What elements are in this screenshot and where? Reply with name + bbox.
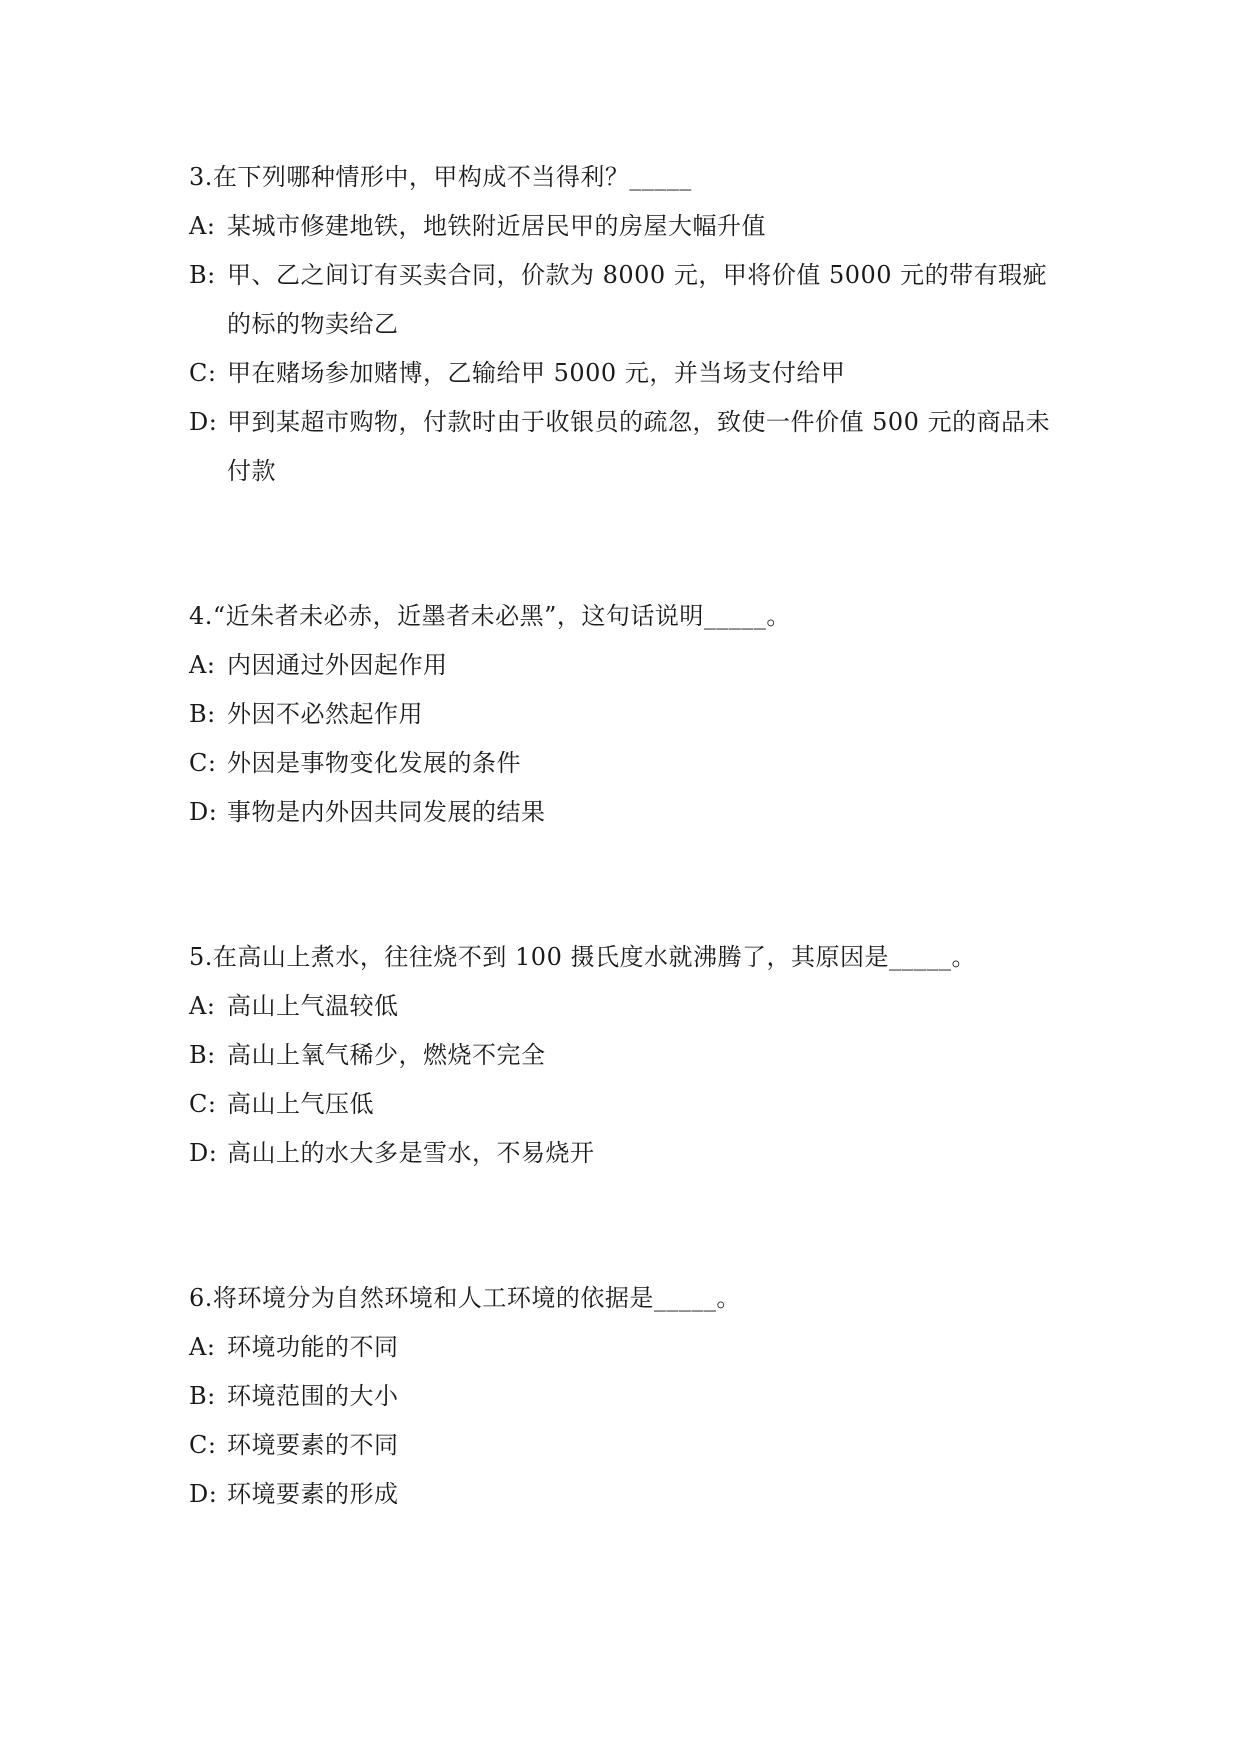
option-text: 环境范围的大小 [227,1382,399,1410]
option-text: 甲到某超市购物，付款时由于收银员的疏忽，致使一件价值 500 元的商品未付款 [227,408,1051,485]
option-a [189,202,1059,251]
option-key: B: [189,1041,216,1069]
option-b [189,690,1059,739]
option-text: 环境要素的形成 [227,1480,399,1508]
option-b [189,1031,1059,1080]
question-stem: 4.“近朱者未必赤，近墨者未必黑”，这句话说明_____。 [189,602,791,630]
option-a [189,1323,1059,1372]
option-key: A: [189,651,216,679]
option-text: 甲、乙之间订有买卖合同，价款为 8000 元，甲将价值 5000 元的带有瑕疵的标的物卖给乙 [227,261,1048,338]
option-c [189,739,1059,788]
option-key: D: [189,408,218,436]
question-stem: 6.将环境分为自然环境和人工环境的依据是_____。 [189,1284,741,1312]
option-text: 外因不必然起作用 [227,700,423,728]
option-c [189,1080,1059,1129]
option-key: C: [189,359,217,387]
question-4 [189,592,1059,837]
option-text: 高山上气温较低 [227,992,399,1020]
option-key: B: [189,261,216,289]
option-text: 内因通过外因起作用 [227,651,448,679]
option-text: 高山上气压低 [227,1090,374,1118]
option-d [189,788,1059,837]
option-key: B: [189,700,216,728]
question-stem: 3.在下列哪种情形中，甲构成不当得利？_____ [189,163,692,191]
question-5 [189,933,1059,1178]
option-key: C: [189,749,217,777]
option-c [189,1421,1059,1470]
option-key: A: [189,992,216,1020]
option-text: 事物是内外因共同发展的结果 [227,798,546,826]
option-text: 环境要素的不同 [227,1431,399,1459]
option-c [189,349,1059,398]
option-key: D: [189,1139,218,1167]
option-key: C: [189,1431,217,1459]
option-key: B: [189,1382,216,1410]
option-d [189,398,1059,496]
option-text: 高山上氧气稀少，燃烧不完全 [227,1041,546,1069]
option-b [189,251,1059,349]
option-key: C: [189,1090,217,1118]
option-key: D: [189,1480,218,1508]
option-text: 高山上的水大多是雪水，不易烧开 [227,1139,595,1167]
option-text: 甲在赌场参加赌博，乙输给甲 5000 元，并当场支付给甲 [227,359,846,387]
option-text: 外因是事物变化发展的条件 [227,749,521,777]
option-text: 环境功能的不同 [227,1333,399,1361]
option-key: A: [189,1333,216,1361]
question-6 [189,1274,1059,1519]
option-a [189,982,1059,1031]
option-a [189,641,1059,690]
option-key: A: [189,212,216,240]
option-text: 某城市修建地铁，地铁附近居民甲的房屋大幅升值 [227,212,766,240]
option-b [189,1372,1059,1421]
option-key: D: [189,798,218,826]
question-stem: 5.在高山上煮水，往往烧不到 100 摄氏度水就沸腾了，其原因是_____。 [189,943,976,971]
question-3 [189,153,1059,496]
option-d [189,1129,1059,1178]
option-d [189,1470,1059,1519]
